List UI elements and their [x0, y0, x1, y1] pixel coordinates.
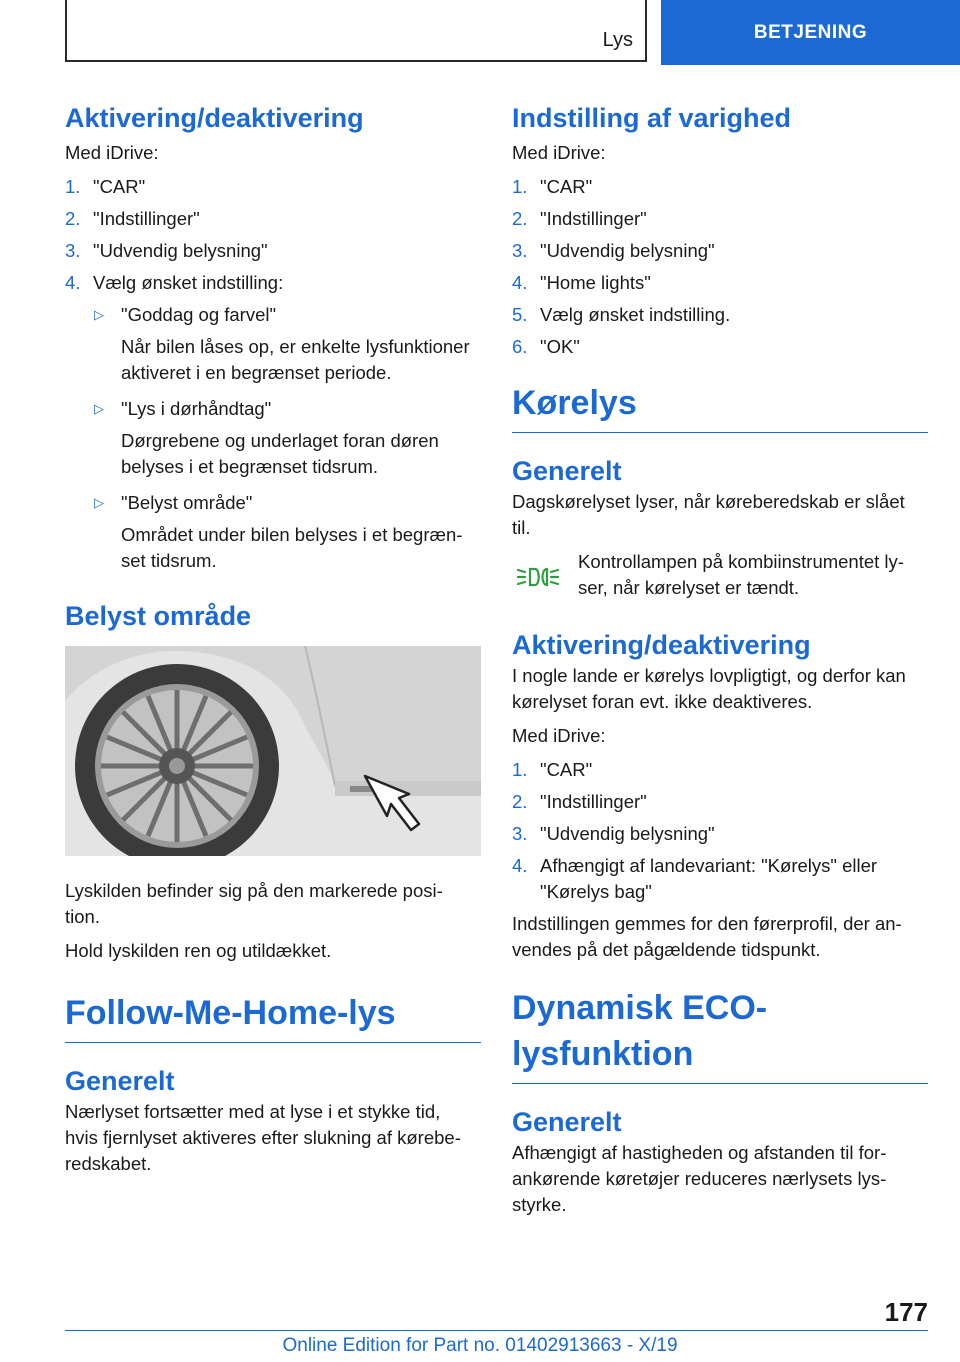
korelys-subheading: Generelt: [512, 456, 622, 486]
wheel-light-illustration: [65, 646, 481, 856]
korelys-saved-paragraph: Indstillingen gemmes for den førerprofil, der an- vendes på det pågældende tidspunkt.: [512, 913, 902, 960]
indicator-note: Kontrollampen på kombiinstrumentet ly- ser, når kørelyset er tændt.: [512, 549, 928, 601]
daytime-running-light-icon: [516, 565, 560, 589]
belyst-heading: Belyst område: [65, 601, 252, 631]
list-item: 2. "Indstillinger": [65, 208, 200, 229]
option-doerhaandtag-desc: Dørgrebene og underlaget foran døren belyses i et begrænset tidsrum.: [121, 430, 439, 477]
list-item: 1. "CAR": [65, 176, 146, 197]
korelys-heading: Kørelys: [512, 380, 928, 433]
list-item: 3. "Udvendig belysning": [512, 823, 715, 844]
list-item: 1. "CAR": [512, 759, 593, 780]
eco-heading: Dynamisk ECO-lysfunktion: [512, 985, 928, 1084]
page-number: 177: [884, 1297, 928, 1327]
section-title: Lys: [602, 29, 633, 51]
option-goddag: ▷ "Goddag og farvel": [65, 302, 481, 328]
list-item: 3. "Udvendig belysning": [65, 240, 268, 261]
follow-me-home-heading: Follow-Me-Home-lys: [65, 990, 481, 1043]
korelys-activation-intro: Med iDrive:: [512, 725, 606, 746]
eco-subheading: Generelt: [512, 1107, 622, 1137]
triangle-bullet-icon: ▷: [94, 401, 104, 416]
belyst-paragraph-2: Hold lyskilden ren og utildækket.: [65, 940, 332, 961]
follow-me-home-paragraph: Nærlyset fortsætter med at lyse i et stykke tid, hvis fjernlyset aktiveres efter slukning af kørebe- redskabet.: [65, 1101, 461, 1174]
korelys-activation-heading: Aktivering/deaktivering: [512, 630, 811, 660]
chapter-tab: BETJENING: [661, 0, 960, 65]
list-item: 3. "Udvendig belysning": [512, 240, 715, 261]
option-goddag-desc: Når bilen låses op, er enkelte lysfunktioner aktiveret i en begrænset periode.: [121, 336, 470, 383]
footer-divider: [65, 1330, 928, 1331]
duration-steps: [512, 174, 928, 360]
eco-paragraph: Afhængigt af hastigheden og afstanden til for- ankørende køretøjer reduceres nærlysets lys- styrke.: [512, 1142, 887, 1215]
list-item: 5. Vælg ønsket indstilling.: [512, 304, 731, 325]
triangle-bullet-icon: ▷: [94, 307, 104, 322]
list-item: 4. Afhængigt af landevariant: "Kørelys" eller "Kørelys bag": [512, 855, 878, 902]
list-item: 4. Vælg ønsket indstilling:: [65, 272, 284, 293]
right-column: [512, 100, 928, 1218]
activation-steps: [65, 174, 481, 296]
korelys-activation-steps: [512, 757, 928, 905]
list-item: 2. "Indstillinger": [512, 791, 647, 812]
triangle-bullet-icon: ▷: [94, 495, 104, 510]
activation-intro: Med iDrive:: [65, 142, 159, 163]
header-box: [65, 0, 647, 62]
korelys-activation-paragraph: I nogle lande er kørelys lovpligtigt, og derfor kan kørelyset foran evt. ikke deaktiveres.: [512, 665, 906, 712]
left-column: [65, 100, 481, 1177]
footer-edition: Online Edition for Part no. 01402913663 - X/19: [282, 1335, 678, 1356]
follow-me-home-subheading: Generelt: [65, 1066, 175, 1096]
list-item: 2. "Indstillinger": [512, 208, 647, 229]
list-item: 1. "CAR": [512, 176, 593, 197]
belyst-paragraph-1: Lyskilden befinder sig på den markerede posi- tion.: [65, 880, 443, 927]
activation-heading: Aktivering/deaktivering: [65, 103, 364, 133]
option-belyst-desc: Området under bilen belyses i et begræn- set tidsrum.: [121, 524, 463, 571]
option-belyst: ▷ "Belyst område": [65, 490, 481, 516]
korelys-paragraph: Dagskørelyset lyser, når køreberedskab er slået til.: [512, 491, 905, 538]
list-item: 6. "OK": [512, 336, 580, 357]
option-doerhaandtag: ▷ "Lys i dørhåndtag": [65, 396, 481, 422]
list-item: 4. "Home lights": [512, 272, 651, 293]
duration-intro: Med iDrive:: [512, 142, 606, 163]
duration-heading: Indstilling af varighed: [512, 103, 792, 133]
